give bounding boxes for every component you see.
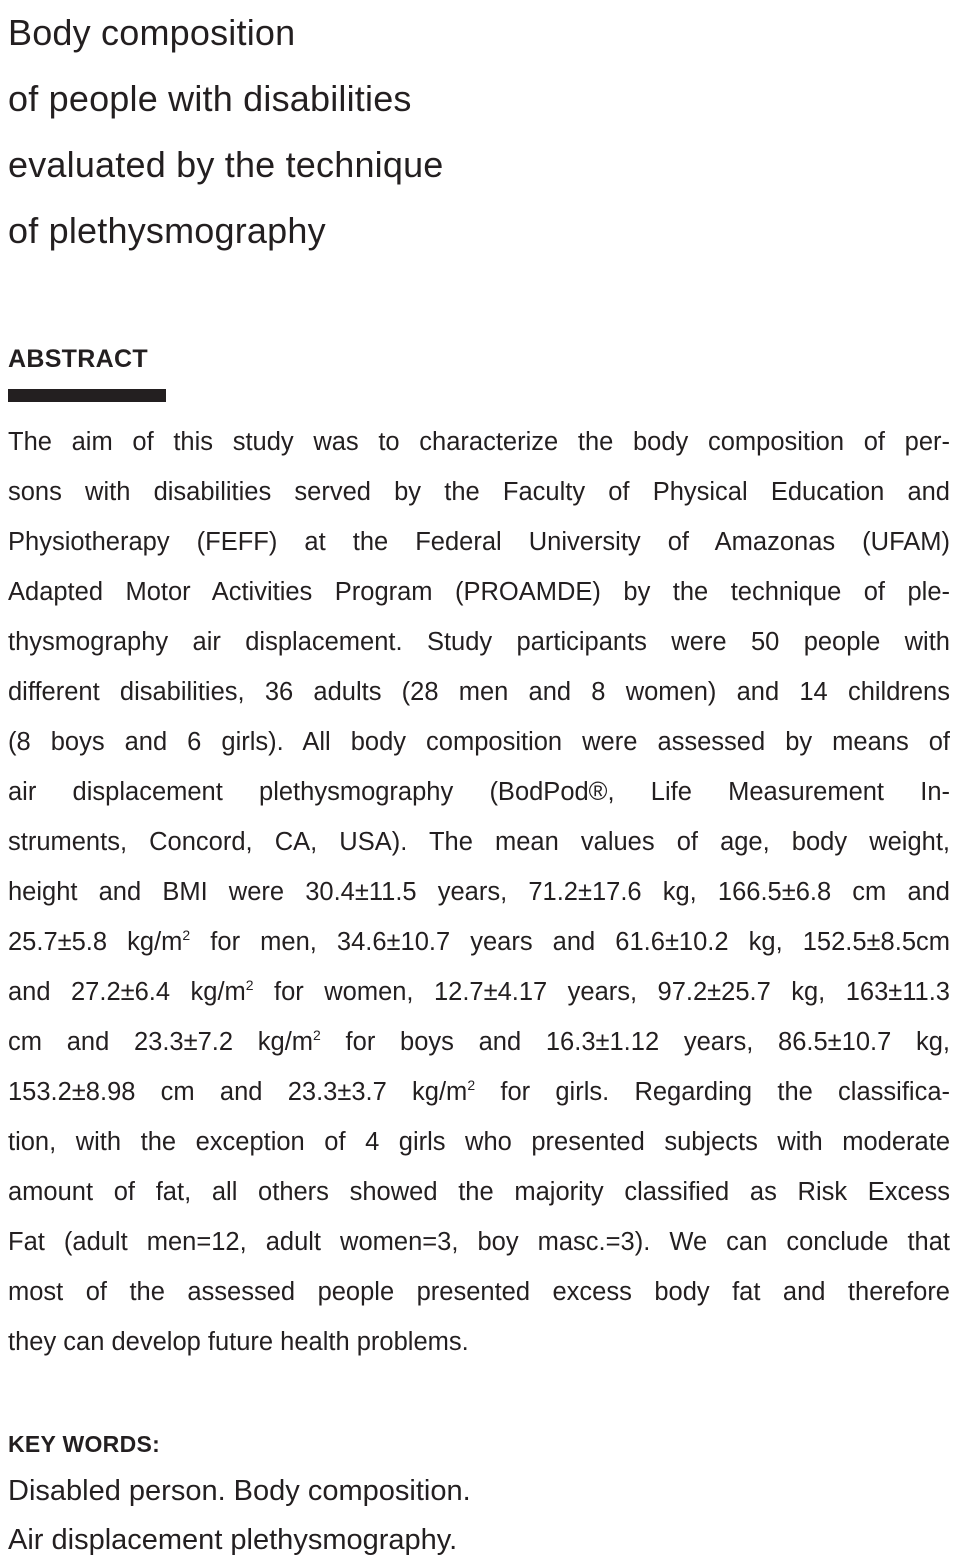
abstract-body <box>8 417 950 1367</box>
abstract-line: height and BMI were 30.4±11.5 years, 71.2±17.6 kg, 166.5±6.8 cm and <box>8 878 950 906</box>
abstract-text: 25.7±5.8 kg/m <box>8 928 183 956</box>
article-title <box>8 0 444 264</box>
abstract-line: thysmography air displacement. Study participants were 50 people with <box>8 628 950 656</box>
keywords-line: Air displacement plethysmography. <box>8 1524 458 1556</box>
keywords-heading: KEY WORDS: <box>8 1431 161 1457</box>
abstract-line: most of the assessed people presented excess body fat and therefore <box>8 1278 950 1306</box>
abstract-line <box>8 917 950 967</box>
keywords-line: Disabled person. Body composition. <box>8 1475 471 1507</box>
superscript: 2 <box>313 1027 321 1043</box>
abstract-line <box>8 967 950 1017</box>
keywords-list <box>8 1467 471 1565</box>
title-line: of plethysmography <box>8 210 326 251</box>
superscript: 2 <box>467 1077 476 1093</box>
abstract-line: different disabilities, 36 adults (28 men and 8 women) and 14 childrens <box>8 678 950 706</box>
superscript: 2 <box>182 927 191 943</box>
title-line: Body composition <box>8 12 296 53</box>
abstract-line: sons with disabilities served by the Faculty of Physical Education and <box>8 478 950 506</box>
abstract-heading: ABSTRACT <box>8 345 148 373</box>
abstract-line: (8 boys and 6 girls). All body composition were assessed by means of <box>8 728 950 756</box>
abstract-text: for women, 12.7±4.17 years, 97.2±25.7 kg, 163±11.3 <box>253 978 950 1006</box>
abstract-text: and 27.2±6.4 kg/m <box>8 978 246 1006</box>
abstract-text: for girls. Regarding the classifica- <box>475 1078 950 1106</box>
abstract-line <box>8 1017 950 1067</box>
abstract-text: for boys and 16.3±1.12 years, 86.5±10.7 kg, <box>320 1028 950 1056</box>
abstract-line: air displacement plethysmography (BodPod®, Life Measurement In- <box>8 778 950 806</box>
title-line: evaluated by the technique <box>8 144 444 185</box>
abstract-text: for men, 34.6±10.7 years and 61.6±10.2 kg, 152.5±8.5cm <box>190 928 950 956</box>
abstract-text: cm and 23.3±7.2 kg/m <box>8 1028 314 1056</box>
abstract-line: The aim of this study was to characterize the body composition of per- <box>8 428 950 456</box>
title-line: of people with disabilities <box>8 78 412 119</box>
abstract-line <box>8 1067 950 1117</box>
abstract-line: they can develop future health problems. <box>8 1328 469 1356</box>
superscript: 2 <box>245 977 254 993</box>
abstract-divider <box>8 389 166 402</box>
abstract-line: Adapted Motor Activities Program (PROAMDE) by the technique of ple- <box>8 578 950 606</box>
abstract-line: Physiotherapy (FEFF) at the Federal University of Amazonas (UFAM) <box>8 528 950 556</box>
abstract-line: Fat (adult men=12, adult women=3, boy masc.=3). We can conclude that <box>8 1228 950 1256</box>
abstract-line: tion, with the exception of 4 girls who presented subjects with moderate <box>8 1128 950 1156</box>
abstract-text: 153.2±8.98 cm and 23.3±3.7 kg/m <box>8 1078 468 1106</box>
abstract-line: amount of fat, all others showed the majority classified as Risk Excess <box>8 1178 950 1206</box>
abstract-line: struments, Concord, CA, USA). The mean values of age, body weight, <box>8 828 950 856</box>
